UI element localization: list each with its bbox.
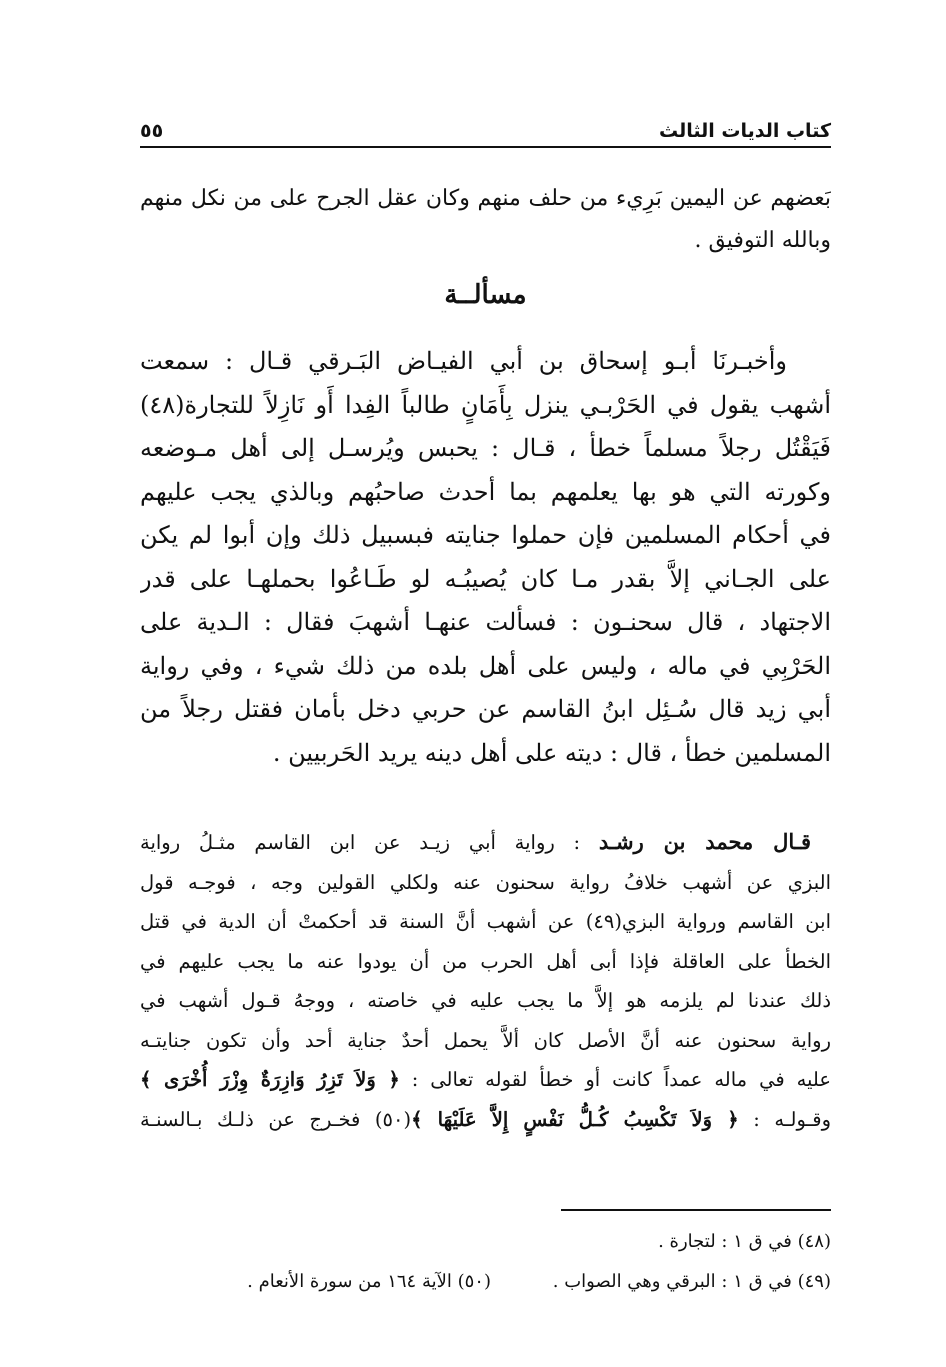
narration-line: المسلمين خطأ ، قال : ديته على أهل دينه يريد الحَربيين . [272,738,831,767]
commentary-paragraph [140,822,831,1139]
commentary-line [140,1100,831,1140]
narration-line: وكورته التي هو بها يعلمهم بما أحدث صاحبُهم وبالذي يجب عليهم [140,477,831,506]
narration-line: الحَرْبِي في ماله ، وليس على أهل بلده من ذلك شيء ، وفي رواية [140,651,831,680]
commentary-text: عليه في ماله عمداً كانت أو خطأ لقوله تعالى : [411,1068,831,1091]
commentary-text: (٥٠) فخـرج عن ذلـك بـالسنـة [140,1107,412,1131]
commentary-line [140,1060,831,1100]
narration-line: الاجتهاد ، قال سحنـون : فسألت عنهـا أشهبَ فقال : الـدية على [140,608,831,636]
narration-line: أشهب يقول في الحَرْبـي ينزل بِأَمَانٍ طالباً الفِدا أَو نَازِلاً للتجارة(٤٨) [140,390,831,419]
intro-paragraph [140,178,831,262]
quran-verse: ﴿ وَلاَ تَزِرُ وَازِرَةٌ وِزْرَ أُخْرَى ﴾ [140,1068,400,1091]
commentary-line: ابن القاسم ورواية البزي(٤٩) عن أشهب أنَّ السنة قد أحكمتْ أن الدية في قتل [140,910,831,933]
commentary-line: ذلك عندنا لم يلزمه هو إلاَّ ما يجب عليه في خاصته ، ووجهُ قـول أشهب في [140,989,831,1012]
commentary-line: الخطأ على العاقلة فإذا أبى أهل الحرب من أن يودوا عنه ما يجب عليهم في [140,949,831,973]
quran-verse: ﴿ وَلاَ تَكْسِبُ كُـلُّ نَفْسٍ إِلاَّ عَلَيْهَا ﴾ [411,1107,739,1131]
commentary-text: : رواية أبي زيـد عن ابن القاسم مثـلُ رواية [140,831,599,854]
narration-line: على الجـاني إلاَّ بقدر مـا كان يُصيبُـه لو طَـاعُوا بحملهـا على قدر [140,564,831,593]
commentary-line: البزي عن أشهب خلافُ رواية سحنون عنه ولكلي القولين وجه ، فوجـه قول [140,870,831,894]
page-number: ٥٥ [140,120,164,142]
footnote-48: (٤٨) في ق ١ : لتجارة . [658,1231,831,1252]
narration-paragraph [140,340,831,775]
commentary-text: وقـولـه : [753,1107,831,1131]
footnotes [140,1222,831,1302]
footnote-row [140,1262,831,1302]
footnote-49: (٤٩) في ق ١ : البرقي وهي الصواب . [552,1271,831,1292]
commentator-name: قـال محمد بن رشـد [598,829,811,854]
running-title: كتاب الديات الثالث [658,120,831,142]
narration-line: وأخبـرنَا أبـو إسحاق بن أبي الفيـاض البَـرقي قـال : سمعت [140,347,787,375]
commentary-line [140,822,831,863]
commentary-line: رواية سحنون عنه أنَّ الأصل كان ألاَّ يحمل أحدٌ جناية أحد وأن تكون جنايتـه [140,1028,831,1052]
intro-line: وبالله التوفيق . [694,228,831,253]
section-heading: مسألــة [444,280,527,310]
intro-line: بَعضهم عن اليمين بَرِيء من حلف منهم وكان عقل الجرح على من نكل منهم [140,186,831,211]
footnote-row [140,1222,831,1262]
page-header [140,108,831,148]
narration-line: فَيَقْتُل رجلاً مسلماً خطأ ، قـال : يحبس ويُرسـل إلى أهل مـوضعه [140,434,831,462]
narration-line: أبي زيد قال سُـئِل ابنُ القاسم عن حربي دخل بأمان فقتل رجلاً من [140,695,831,723]
footnote-divider [561,1209,831,1211]
footnote-50: (٥٠) الآية ١٦٤ من سورة الأنعام . [247,1271,491,1292]
narration-line: في أحكام المسلمين فإن حملوا جنايته فبسبيل ذلك وإن أبوا لم يكن [140,521,831,549]
